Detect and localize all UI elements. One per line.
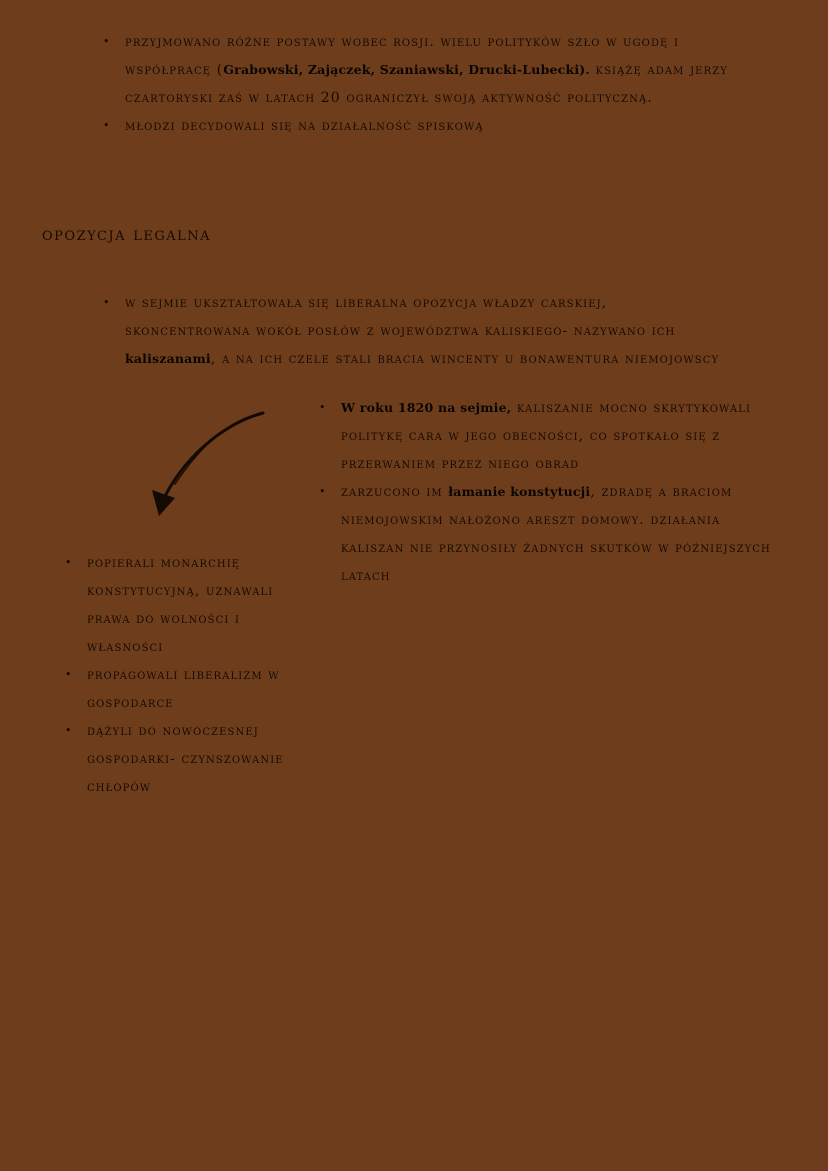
kaliszanie-views-list: [65, 549, 307, 801]
list-item: [103, 112, 735, 140]
bullet-icon: •: [65, 556, 73, 569]
item-text: książę adam jerzy czartoryski zaś w latach 20 ograniczył swoją aktywność polityczną.: [125, 62, 728, 106]
bullet-icon: •: [103, 119, 111, 132]
bullet-icon: •: [65, 724, 73, 737]
item-text: propagowali liberalizm w gospodarce: [87, 667, 280, 711]
item-text: przyjmowano różne postawy wobec rosji. wielu polityków szło w ugodę i współpracę (: [125, 34, 680, 78]
item-text: , zdradę a braciom niemojowskim nałożono areszt domowy. działania kaliszan nie przynosiły żadnych skutków w późniejszych latach: [341, 484, 771, 584]
bullet-icon: •: [103, 296, 111, 309]
top-bullet-list: [103, 28, 735, 140]
bullet-icon: •: [103, 35, 111, 48]
highlighted-text: łamanie konstytucji: [448, 484, 591, 499]
bullet-icon: •: [65, 668, 73, 681]
bullet-icon: •: [319, 401, 327, 414]
list-item: [65, 549, 307, 661]
item-text: kaliszanie mocno skrytykowali politykę cara w jego obecności, co spotkało się z przerwaniem przez niego obrad: [341, 400, 751, 472]
highlighted-text: W roku 1820 na sejmie,: [341, 400, 512, 415]
legal-opposition-list: [103, 289, 725, 373]
list-item: [103, 289, 725, 373]
item-text: w sejmie ukształtowała się liberalna opozycja władzy carskiej, skoncentrowana wokół posłów z województwa kaliskiego- nazywano ich: [125, 295, 676, 339]
item-text: zarzucono im: [341, 484, 449, 500]
item-text: młodzi decydowali się na działalność spiskową: [125, 118, 484, 134]
highlighted-text: kaliszanami: [125, 351, 211, 366]
highlighted-text: Grabowski, Zajączek, Szaniawski, Drucki-Lubecki).: [223, 62, 590, 77]
list-item: [65, 661, 307, 717]
sejm-1820-list: [319, 394, 781, 590]
list-item: [65, 717, 307, 801]
list-item: [319, 394, 781, 478]
section-heading: opozycja legalna: [42, 224, 212, 245]
item-text: dążyli do nowoczesnej gospodarki- czynszowanie chłopów: [87, 723, 284, 795]
item-text: , a na ich czele stali bracia wincenty u bonawentura niemojowscy: [210, 351, 720, 367]
curved-arrow-icon: [145, 404, 275, 524]
list-item: [319, 478, 781, 590]
list-item: [103, 28, 735, 112]
bullet-icon: •: [319, 485, 327, 498]
item-text: popierali monarchię konstytucyjną, uznawali prawa do wolności i własności: [87, 555, 274, 655]
